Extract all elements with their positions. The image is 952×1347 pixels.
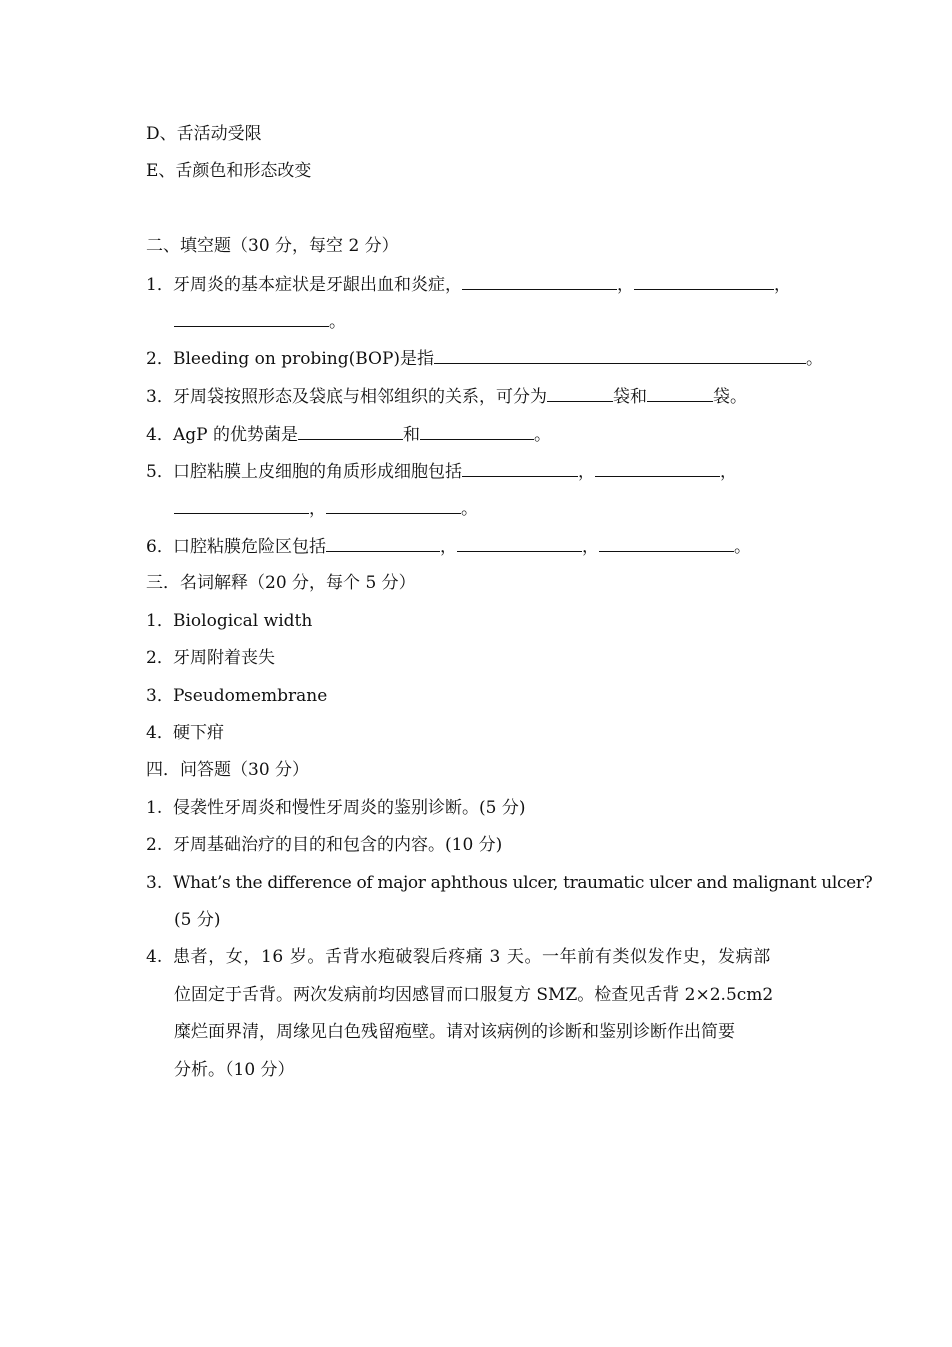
question-end: 。: [461, 499, 478, 519]
answer-blank[interactable]: [326, 497, 461, 514]
option-d: D、舌活动受限: [146, 124, 262, 144]
term-item: [146, 610, 312, 632]
term-item: [146, 685, 327, 707]
essay-question-4-line4: 分析。（10 分）: [174, 1060, 295, 1080]
fill-question-1: [146, 273, 791, 296]
answer-blank[interactable]: [420, 423, 534, 440]
term-text: Biological width: [173, 611, 313, 631]
term-text: 硬下疳: [173, 723, 224, 743]
answer-blank[interactable]: [174, 310, 329, 327]
separator: ，: [617, 275, 634, 295]
essay-question-4: [146, 946, 771, 968]
answer-blank[interactable]: [547, 385, 613, 402]
question-number: 3．: [146, 387, 174, 407]
separator: ，: [582, 537, 599, 557]
term-text: 牙周附着丧失: [173, 648, 275, 668]
question-number: 1.: [146, 798, 163, 818]
fill-question-3: [146, 385, 747, 408]
question-mid: 袋和: [613, 387, 647, 407]
separator: ，: [578, 462, 595, 482]
separator: ，: [309, 499, 326, 519]
term-text: Pseudomembrane: [173, 686, 328, 706]
answer-blank[interactable]: [634, 273, 774, 290]
essay-question-3-cont: (5 分): [174, 910, 221, 930]
item-number: 4．: [146, 723, 174, 743]
fill-question-5-cont: [174, 497, 478, 520]
term-item: [146, 647, 275, 669]
term-item: [146, 722, 224, 744]
answer-blank[interactable]: [462, 460, 578, 477]
question-text: 牙周袋按照形态及袋底与相邻组织的关系，可分为: [173, 387, 547, 407]
answer-blank[interactable]: [174, 497, 309, 514]
fill-question-1-cont: [174, 310, 346, 333]
question-end: 。: [534, 425, 552, 445]
question-end: 。: [806, 349, 824, 369]
item-number: 2．: [146, 648, 174, 668]
question-text: 口腔粘膜上皮细胞的角质形成细胞包括: [173, 462, 462, 482]
section3-heading: 三．名词解释（20 分，每个 5 分）: [146, 573, 416, 593]
question-end: 。: [734, 537, 751, 557]
item-number: 3．: [146, 686, 174, 706]
answer-blank[interactable]: [595, 460, 720, 477]
answer-blank[interactable]: [599, 535, 734, 552]
question-number: 5．: [146, 462, 174, 482]
essay-question-3: [146, 872, 872, 894]
essay-question-1: [146, 797, 525, 819]
option-e: E、舌颜色和形态改变: [146, 161, 312, 181]
question-text: 侵袭性牙周炎和慢性牙周炎的鉴别诊断。(5 分): [173, 798, 526, 818]
question-text: 患者，女，16 岁。舌背水疱破裂后疼痛 3 天。一年前有类似发作史，发病部: [173, 947, 771, 967]
question-number: 2.: [146, 835, 163, 855]
answer-blank[interactable]: [647, 385, 713, 402]
question-text: AgP 的优势菌是: [173, 425, 299, 445]
separator: ，: [720, 462, 737, 482]
question-end: 袋。: [713, 387, 747, 407]
question-number: 4．: [146, 425, 174, 445]
question-text: 牙周炎的基本症状是牙龈出血和炎症，: [173, 275, 462, 295]
answer-blank[interactable]: [457, 535, 582, 552]
separator: ，: [440, 537, 457, 557]
essay-question-4-line3: 糜烂面界清，周缘见白色残留疱壁。请对该病例的诊断和鉴别诊断作出简要: [174, 1022, 735, 1042]
answer-blank[interactable]: [434, 347, 806, 364]
question-text: What’s the difference of major aphthous ulcer, traumatic ulcer and malignant ulcer?: [173, 873, 873, 893]
fill-question-2: [146, 347, 823, 370]
answer-blank[interactable]: [462, 273, 617, 290]
question-number: 2．: [146, 349, 174, 369]
question-end: 。: [329, 312, 346, 332]
fill-question-6: [146, 535, 751, 558]
fill-question-4: [146, 423, 551, 446]
question-mid: 和: [403, 425, 421, 445]
essay-question-2: [146, 834, 502, 856]
section4-heading: 四．问答题（30 分）: [146, 760, 310, 780]
section2-heading: 二、填空题（30 分，每空 2 分）: [146, 236, 399, 256]
fill-question-5: [146, 460, 737, 483]
question-number: 1．: [146, 275, 174, 295]
question-number: 3.: [146, 873, 163, 893]
answer-blank[interactable]: [326, 535, 440, 552]
question-number: 4.: [146, 947, 163, 967]
answer-blank[interactable]: [298, 423, 403, 440]
question-number: 6．: [146, 537, 174, 557]
question-text: Bleeding on probing(BOP)是指: [173, 349, 435, 369]
item-number: 1．: [146, 611, 174, 631]
separator: ，: [774, 275, 791, 295]
question-text: 口腔粘膜危险区包括: [173, 537, 326, 557]
question-text: 牙周基础治疗的目的和包含的内容。(10 分): [173, 835, 503, 855]
essay-question-4-line2: 位固定于舌背。两次发病前均因感冒而口服复方 SMZ。检查见舌背 2×2.5cm2: [174, 985, 774, 1005]
